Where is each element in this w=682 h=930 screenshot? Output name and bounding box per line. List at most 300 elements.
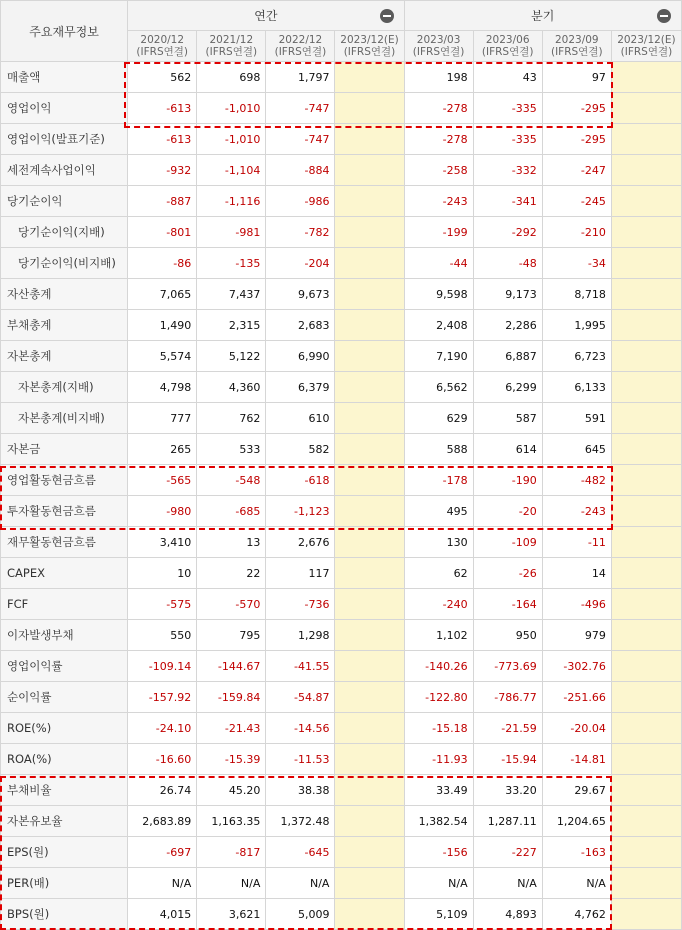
- value-cell: [335, 310, 404, 341]
- value-cell: -210: [542, 217, 611, 248]
- value-cell: -482: [542, 465, 611, 496]
- value-cell: 795: [197, 620, 266, 651]
- row-label: 투자활동현금흐름: [1, 496, 128, 527]
- value-cell: [611, 620, 681, 651]
- value-cell: 2,676: [266, 527, 335, 558]
- value-cell: 8,718: [542, 279, 611, 310]
- period-header: [128, 31, 197, 62]
- row-label: ROE(%): [1, 713, 128, 744]
- annual-header: [128, 1, 404, 31]
- value-cell: 1,995: [542, 310, 611, 341]
- value-cell: -747: [266, 124, 335, 155]
- collapse-annual-icon[interactable]: [380, 9, 394, 23]
- value-cell: -26: [473, 558, 542, 589]
- value-cell: -199: [404, 217, 473, 248]
- value-cell: [335, 837, 404, 868]
- value-cell: [335, 868, 404, 899]
- value-cell: -1,104: [197, 155, 266, 186]
- value-cell: 2,315: [197, 310, 266, 341]
- value-cell: -48: [473, 248, 542, 279]
- row-label: 영업이익: [1, 93, 128, 124]
- value-cell: 29.67: [542, 775, 611, 806]
- value-cell: [611, 806, 681, 837]
- value-cell: [611, 589, 681, 620]
- value-cell: [611, 899, 681, 930]
- value-cell: 9,173: [473, 279, 542, 310]
- value-cell: 4,798: [128, 372, 197, 403]
- table-row: [1, 713, 682, 744]
- value-cell: -817: [197, 837, 266, 868]
- value-cell: -243: [404, 186, 473, 217]
- value-cell: -980: [128, 496, 197, 527]
- value-cell: 6,299: [473, 372, 542, 403]
- value-cell: -645: [266, 837, 335, 868]
- value-cell: -178: [404, 465, 473, 496]
- value-cell: 1,102: [404, 620, 473, 651]
- value-cell: [335, 651, 404, 682]
- value-cell: -122.80: [404, 682, 473, 713]
- table-row: [1, 248, 682, 279]
- value-cell: -302.76: [542, 651, 611, 682]
- value-cell: -986: [266, 186, 335, 217]
- value-cell: [335, 899, 404, 930]
- value-cell: [611, 372, 681, 403]
- table-row: [1, 403, 682, 434]
- row-label: 영업이익률: [1, 651, 128, 682]
- value-cell: 1,163.35: [197, 806, 266, 837]
- value-cell: -34: [542, 248, 611, 279]
- row-label: 자본유보율: [1, 806, 128, 837]
- value-cell: [335, 124, 404, 155]
- value-cell: [335, 806, 404, 837]
- value-cell: 645: [542, 434, 611, 465]
- value-cell: -332: [473, 155, 542, 186]
- table-row: [1, 899, 682, 930]
- value-cell: -251.66: [542, 682, 611, 713]
- value-cell: [335, 775, 404, 806]
- value-cell: 7,065: [128, 279, 197, 310]
- value-cell: -44: [404, 248, 473, 279]
- value-cell: -86: [128, 248, 197, 279]
- period-basis: (IFRS연결): [343, 46, 396, 58]
- row-label: 영업활동현금흐름: [1, 465, 128, 496]
- value-cell: [611, 527, 681, 558]
- value-cell: 6,133: [542, 372, 611, 403]
- table-row: [1, 558, 682, 589]
- annual-header-label: 연간: [254, 9, 278, 23]
- value-cell: -685: [197, 496, 266, 527]
- value-cell: 629: [404, 403, 473, 434]
- value-cell: [611, 682, 681, 713]
- value-cell: -887: [128, 186, 197, 217]
- value-cell: [611, 558, 681, 589]
- value-cell: -1,010: [197, 93, 266, 124]
- value-cell: 62: [404, 558, 473, 589]
- value-cell: -140.26: [404, 651, 473, 682]
- value-cell: 2,683: [266, 310, 335, 341]
- value-cell: -11.53: [266, 744, 335, 775]
- value-cell: -570: [197, 589, 266, 620]
- value-cell: -1,123: [266, 496, 335, 527]
- value-cell: 950: [473, 620, 542, 651]
- value-cell: 43: [473, 62, 542, 93]
- period-header: [266, 31, 335, 62]
- period-header: [473, 31, 542, 62]
- row-label: 세전계속사업이익: [1, 155, 128, 186]
- value-cell: [335, 713, 404, 744]
- value-cell: 9,673: [266, 279, 335, 310]
- value-cell: -981: [197, 217, 266, 248]
- row-label: FCF: [1, 589, 128, 620]
- value-cell: 117: [266, 558, 335, 589]
- period-header: [404, 31, 473, 62]
- value-cell: 698: [197, 62, 266, 93]
- value-cell: -773.69: [473, 651, 542, 682]
- value-cell: [611, 868, 681, 899]
- value-cell: 591: [542, 403, 611, 434]
- value-cell: [611, 155, 681, 186]
- value-cell: -245: [542, 186, 611, 217]
- table-row: [1, 310, 682, 341]
- value-cell: -278: [404, 93, 473, 124]
- period-label: 2023/03: [416, 34, 461, 46]
- value-cell: -295: [542, 93, 611, 124]
- value-cell: -240: [404, 589, 473, 620]
- value-cell: 97: [542, 62, 611, 93]
- value-cell: 562: [128, 62, 197, 93]
- row-label: 이자발생부채: [1, 620, 128, 651]
- row-label: 매출액: [1, 62, 128, 93]
- value-cell: 265: [128, 434, 197, 465]
- period-basis: (IFRS연결): [481, 46, 534, 58]
- value-cell: -1,010: [197, 124, 266, 155]
- value-cell: [335, 527, 404, 558]
- value-cell: [611, 403, 681, 434]
- value-cell: 2,408: [404, 310, 473, 341]
- value-cell: -613: [128, 124, 197, 155]
- row-label: PER(배): [1, 868, 128, 899]
- value-cell: 582: [266, 434, 335, 465]
- value-cell: N/A: [473, 868, 542, 899]
- value-cell: -247: [542, 155, 611, 186]
- value-cell: -15.39: [197, 744, 266, 775]
- value-cell: -747: [266, 93, 335, 124]
- value-cell: 130: [404, 527, 473, 558]
- value-cell: 45.20: [197, 775, 266, 806]
- table-row: [1, 93, 682, 124]
- value-cell: 2,286: [473, 310, 542, 341]
- value-cell: -54.87: [266, 682, 335, 713]
- period-header: [542, 31, 611, 62]
- row-label: 당기순이익(지배): [1, 217, 128, 248]
- value-cell: [335, 434, 404, 465]
- value-cell: 1,797: [266, 62, 335, 93]
- row-label: CAPEX: [1, 558, 128, 589]
- value-cell: 33.20: [473, 775, 542, 806]
- value-cell: 3,621: [197, 899, 266, 930]
- row-label: EPS(원): [1, 837, 128, 868]
- value-cell: 6,723: [542, 341, 611, 372]
- row-label: ROA(%): [1, 744, 128, 775]
- table-row: [1, 341, 682, 372]
- value-cell: 14: [542, 558, 611, 589]
- value-cell: [611, 744, 681, 775]
- value-cell: -258: [404, 155, 473, 186]
- value-cell: 10: [128, 558, 197, 589]
- value-cell: 6,990: [266, 341, 335, 372]
- value-cell: 588: [404, 434, 473, 465]
- table-row: [1, 651, 682, 682]
- period-label: 2023/06: [485, 34, 530, 46]
- value-cell: 22: [197, 558, 266, 589]
- value-cell: -20: [473, 496, 542, 527]
- value-cell: 762: [197, 403, 266, 434]
- row-label: 재무활동현금흐름: [1, 527, 128, 558]
- table-row: [1, 806, 682, 837]
- value-cell: 4,893: [473, 899, 542, 930]
- value-cell: 2,683.89: [128, 806, 197, 837]
- value-cell: [611, 186, 681, 217]
- table-row: [1, 279, 682, 310]
- period-label: 2023/09: [554, 34, 599, 46]
- value-cell: 777: [128, 403, 197, 434]
- table-row: [1, 620, 682, 651]
- value-cell: N/A: [266, 868, 335, 899]
- table-row: [1, 155, 682, 186]
- value-cell: -15.94: [473, 744, 542, 775]
- period-label: 2023/12(E): [340, 34, 399, 46]
- value-cell: [611, 62, 681, 93]
- value-cell: -575: [128, 589, 197, 620]
- value-cell: [335, 93, 404, 124]
- value-cell: 1,382.54: [404, 806, 473, 837]
- value-cell: [335, 465, 404, 496]
- value-cell: -204: [266, 248, 335, 279]
- value-cell: -292: [473, 217, 542, 248]
- value-cell: -341: [473, 186, 542, 217]
- value-cell: [335, 155, 404, 186]
- value-cell: -15.18: [404, 713, 473, 744]
- value-cell: [335, 217, 404, 248]
- value-cell: -109.14: [128, 651, 197, 682]
- value-cell: 614: [473, 434, 542, 465]
- value-cell: 5,122: [197, 341, 266, 372]
- row-label: 당기순이익: [1, 186, 128, 217]
- value-cell: 6,379: [266, 372, 335, 403]
- value-cell: 4,015: [128, 899, 197, 930]
- value-cell: [335, 620, 404, 651]
- value-cell: -1,116: [197, 186, 266, 217]
- quarterly-header: [404, 1, 681, 31]
- value-cell: [335, 496, 404, 527]
- value-cell: 550: [128, 620, 197, 651]
- table-row: [1, 217, 682, 248]
- value-cell: -164: [473, 589, 542, 620]
- value-cell: -41.55: [266, 651, 335, 682]
- value-cell: 1,204.65: [542, 806, 611, 837]
- value-cell: 6,562: [404, 372, 473, 403]
- value-cell: [335, 62, 404, 93]
- table-row: [1, 372, 682, 403]
- row-label: 부채총계: [1, 310, 128, 341]
- value-cell: 5,574: [128, 341, 197, 372]
- value-cell: -618: [266, 465, 335, 496]
- value-cell: [611, 310, 681, 341]
- period-header: [335, 31, 404, 62]
- period-basis: (IFRS연결): [136, 46, 188, 58]
- value-cell: [335, 558, 404, 589]
- value-cell: -697: [128, 837, 197, 868]
- quarterly-header-label: 분기: [531, 9, 555, 23]
- value-cell: -278: [404, 124, 473, 155]
- value-cell: [611, 248, 681, 279]
- value-cell: 533: [197, 434, 266, 465]
- value-cell: 13: [197, 527, 266, 558]
- value-cell: 610: [266, 403, 335, 434]
- table-row: [1, 589, 682, 620]
- row-label: 자산총계: [1, 279, 128, 310]
- value-cell: -736: [266, 589, 335, 620]
- table-row: [1, 527, 682, 558]
- value-cell: [611, 837, 681, 868]
- value-cell: [335, 589, 404, 620]
- row-label: 자본총계(비지배): [1, 403, 128, 434]
- value-cell: 4,762: [542, 899, 611, 930]
- table-row: [1, 186, 682, 217]
- value-cell: 979: [542, 620, 611, 651]
- value-cell: -496: [542, 589, 611, 620]
- value-cell: 33.49: [404, 775, 473, 806]
- value-cell: -21.43: [197, 713, 266, 744]
- table-row: [1, 62, 682, 93]
- value-cell: [611, 341, 681, 372]
- value-cell: 1,372.48: [266, 806, 335, 837]
- value-cell: [611, 496, 681, 527]
- value-cell: [611, 434, 681, 465]
- value-cell: 5,109: [404, 899, 473, 930]
- table-row: [1, 465, 682, 496]
- period-label: 2021/12: [209, 34, 254, 46]
- value-cell: -190: [473, 465, 542, 496]
- row-label: 영업이익(발표기준): [1, 124, 128, 155]
- value-cell: N/A: [542, 868, 611, 899]
- table-row: [1, 682, 682, 713]
- value-cell: -548: [197, 465, 266, 496]
- value-cell: -20.04: [542, 713, 611, 744]
- value-cell: 7,190: [404, 341, 473, 372]
- value-cell: 587: [473, 403, 542, 434]
- value-cell: 7,437: [197, 279, 266, 310]
- value-cell: [611, 124, 681, 155]
- value-cell: -884: [266, 155, 335, 186]
- table-row: [1, 837, 682, 868]
- value-cell: -243: [542, 496, 611, 527]
- row-label: 자본총계(지배): [1, 372, 128, 403]
- value-cell: -144.67: [197, 651, 266, 682]
- value-cell: -335: [473, 124, 542, 155]
- row-label: 부채비율: [1, 775, 128, 806]
- table-row: [1, 744, 682, 775]
- period-basis: (IFRS연결): [412, 46, 465, 58]
- value-cell: -159.84: [197, 682, 266, 713]
- value-cell: [335, 186, 404, 217]
- value-cell: -163: [542, 837, 611, 868]
- row-label: 당기순이익(비지배): [1, 248, 128, 279]
- row-label: 자본금: [1, 434, 128, 465]
- period-basis: (IFRS연결): [620, 46, 673, 58]
- value-cell: [611, 651, 681, 682]
- value-cell: -565: [128, 465, 197, 496]
- value-cell: 38.38: [266, 775, 335, 806]
- value-cell: [335, 279, 404, 310]
- value-cell: -14.56: [266, 713, 335, 744]
- value-cell: -24.10: [128, 713, 197, 744]
- period-header: [611, 31, 681, 62]
- value-cell: -11: [542, 527, 611, 558]
- value-cell: -932: [128, 155, 197, 186]
- period-basis: (IFRS연결): [550, 46, 603, 58]
- value-cell: [335, 403, 404, 434]
- value-cell: -157.92: [128, 682, 197, 713]
- value-cell: -16.60: [128, 744, 197, 775]
- value-cell: [611, 279, 681, 310]
- value-cell: 4,360: [197, 372, 266, 403]
- value-cell: 3,410: [128, 527, 197, 558]
- collapse-quarterly-icon[interactable]: [657, 9, 671, 23]
- value-cell: -295: [542, 124, 611, 155]
- period-header: [197, 31, 266, 62]
- period-label: 2023/12(E): [617, 34, 676, 46]
- period-label: 2022/12: [278, 34, 323, 46]
- row-label: BPS(원): [1, 899, 128, 930]
- value-cell: 1,298: [266, 620, 335, 651]
- value-cell: [611, 465, 681, 496]
- value-cell: 1,287.11: [473, 806, 542, 837]
- period-basis: (IFRS연결): [274, 46, 327, 58]
- value-cell: [335, 682, 404, 713]
- table-row: [1, 434, 682, 465]
- corner-header: 주요재무정보: [1, 1, 128, 62]
- value-cell: -11.93: [404, 744, 473, 775]
- period-label: 2020/12: [140, 34, 185, 46]
- value-cell: -335: [473, 93, 542, 124]
- value-cell: [611, 217, 681, 248]
- row-label: 순이익률: [1, 682, 128, 713]
- value-cell: [335, 248, 404, 279]
- value-cell: [611, 713, 681, 744]
- value-cell: 5,009: [266, 899, 335, 930]
- table-row: [1, 496, 682, 527]
- value-cell: -135: [197, 248, 266, 279]
- table-row: [1, 124, 682, 155]
- period-basis: (IFRS연결): [205, 46, 258, 58]
- value-cell: -613: [128, 93, 197, 124]
- value-cell: 9,598: [404, 279, 473, 310]
- value-cell: 26.74: [128, 775, 197, 806]
- value-cell: 1,490: [128, 310, 197, 341]
- row-label: 자본총계: [1, 341, 128, 372]
- value-cell: 198: [404, 62, 473, 93]
- value-cell: -156: [404, 837, 473, 868]
- value-cell: -14.81: [542, 744, 611, 775]
- value-cell: [335, 744, 404, 775]
- value-cell: -21.59: [473, 713, 542, 744]
- value-cell: [335, 372, 404, 403]
- value-cell: -227: [473, 837, 542, 868]
- value-cell: -801: [128, 217, 197, 248]
- value-cell: N/A: [128, 868, 197, 899]
- value-cell: 6,887: [473, 341, 542, 372]
